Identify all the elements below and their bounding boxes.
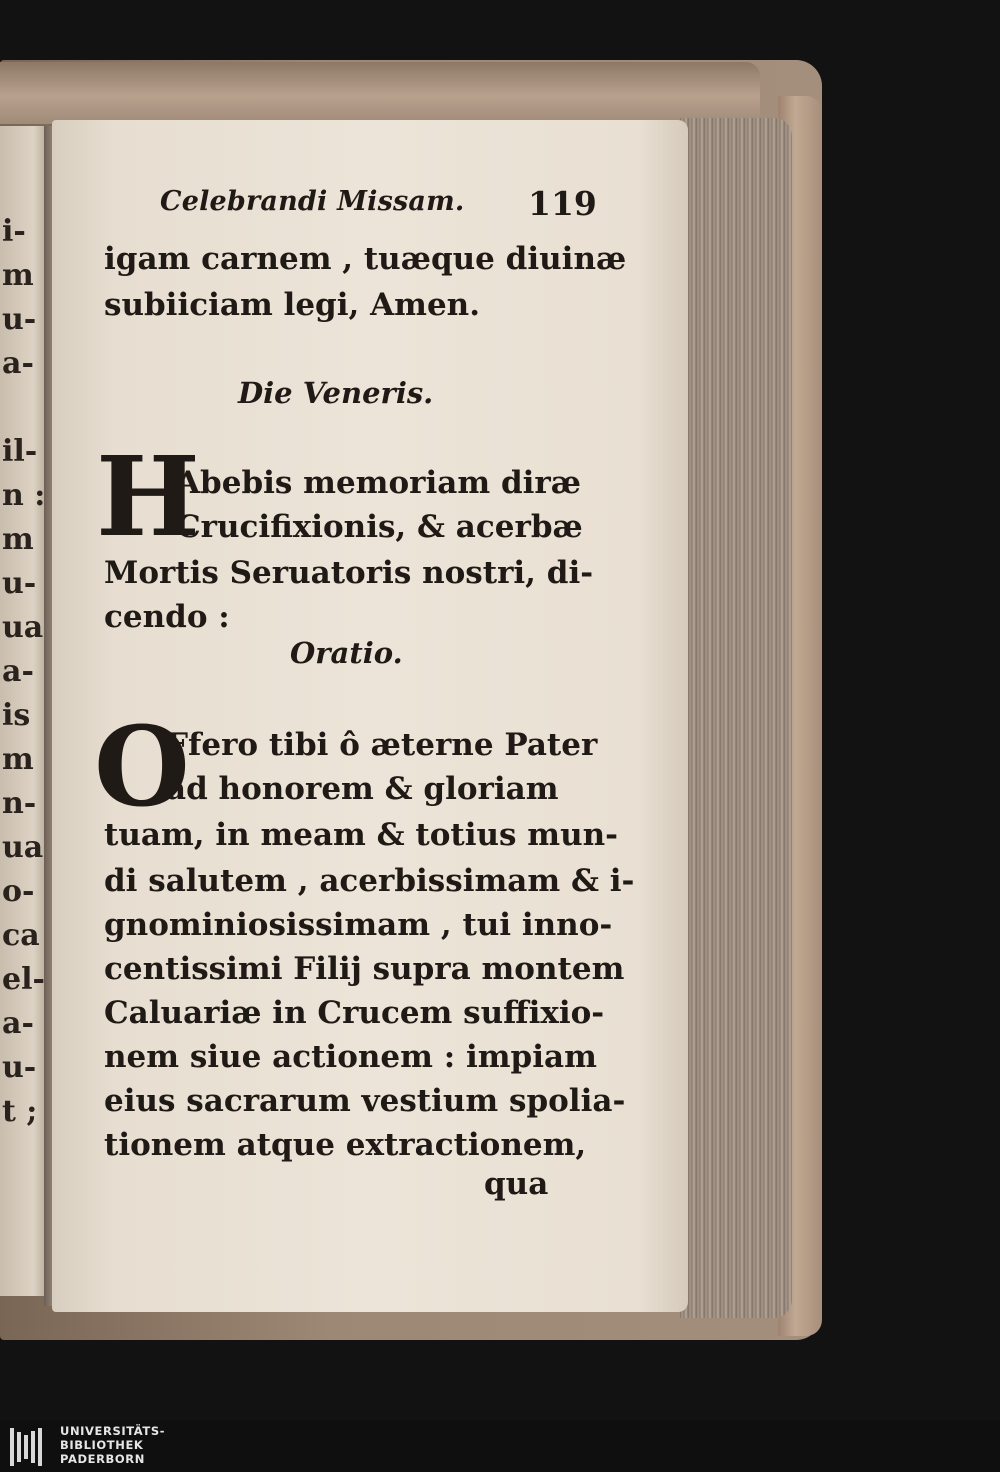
paragraph-line: Ffero tibi ô æterne Pater bbox=[166, 727, 598, 763]
left-fragment: a- bbox=[2, 346, 34, 381]
left-fragment: n : bbox=[2, 478, 46, 513]
running-head: Celebrandi Missam. bbox=[160, 186, 465, 217]
left-fragment: t ; bbox=[2, 1094, 38, 1129]
library-logo-text bbox=[60, 1424, 165, 1466]
logo-line: PADERBORN bbox=[60, 1452, 145, 1466]
left-fragment: i- bbox=[2, 214, 26, 249]
left-fragment: m bbox=[2, 742, 34, 777]
library-footer bbox=[0, 1420, 1000, 1472]
left-fragment: il- bbox=[2, 434, 38, 469]
paragraph-line: cendo : bbox=[104, 599, 230, 635]
section-title: Die Veneris. bbox=[238, 376, 434, 410]
oratio-heading: Oratio. bbox=[290, 636, 403, 670]
left-fragment: u- bbox=[2, 566, 37, 601]
paragraph-line: Abebis memoriam diræ bbox=[176, 465, 581, 501]
left-fragment: a- bbox=[2, 654, 34, 689]
paragraph-line: tionem atque extractionem, bbox=[104, 1127, 587, 1163]
paragraph-line: centissimi Filij supra montem bbox=[104, 951, 625, 987]
paragraph-line: eius sacrarum vestium spolia- bbox=[104, 1083, 626, 1119]
book-cover-top bbox=[0, 62, 760, 124]
paragraph-line: tuam, in meam & totius mun- bbox=[104, 817, 619, 853]
left-fragment: ua bbox=[2, 610, 44, 645]
paragraph-line: Caluariæ in Crucem suffixio- bbox=[104, 995, 605, 1031]
page-block-edges bbox=[680, 118, 792, 1318]
left-fragment: m bbox=[2, 522, 34, 557]
left-fragment: a- bbox=[2, 1006, 34, 1041]
paragraph-line: di salutem , acerbissimam & i- bbox=[104, 863, 635, 899]
logo-line: BIBLIOTHEK bbox=[60, 1438, 144, 1452]
drop-capital: O bbox=[94, 702, 190, 831]
paragraph-line: nem siue actionem : impiam bbox=[104, 1039, 597, 1075]
paragraph-line: gnominiosissimam , tui inno- bbox=[104, 907, 613, 943]
left-fragment: is bbox=[2, 698, 31, 733]
left-page-text-fragments bbox=[2, 210, 46, 1134]
left-fragment bbox=[2, 386, 46, 430]
logo-line: UNIVERSITÄTS- bbox=[60, 1424, 166, 1438]
left-fragment: u- bbox=[2, 1050, 37, 1085]
library-logo-icon bbox=[10, 1428, 48, 1466]
left-fragment: o- bbox=[2, 874, 35, 909]
paragraph-line: Mortis Seruatoris nostri, di- bbox=[104, 555, 594, 591]
left-fragment: m bbox=[2, 258, 34, 293]
paragraph-line: Crucifixionis, & acerbæ bbox=[176, 509, 583, 545]
left-fragment: n- bbox=[2, 786, 37, 821]
continuation-line: subiiciam legi, Amen. bbox=[104, 287, 480, 323]
left-fragment: ua bbox=[2, 830, 44, 865]
catchword: qua bbox=[484, 1166, 549, 1202]
left-fragment: el- bbox=[2, 962, 45, 997]
paragraph-line: ad honorem & gloriam bbox=[166, 771, 559, 807]
left-fragment: ca bbox=[2, 918, 40, 953]
page-number: 119 bbox=[528, 184, 597, 223]
drop-capital: H bbox=[96, 432, 200, 561]
continuation-line: igam carnem , tuæque diuinæ bbox=[104, 241, 627, 277]
left-fragment: u- bbox=[2, 302, 37, 337]
